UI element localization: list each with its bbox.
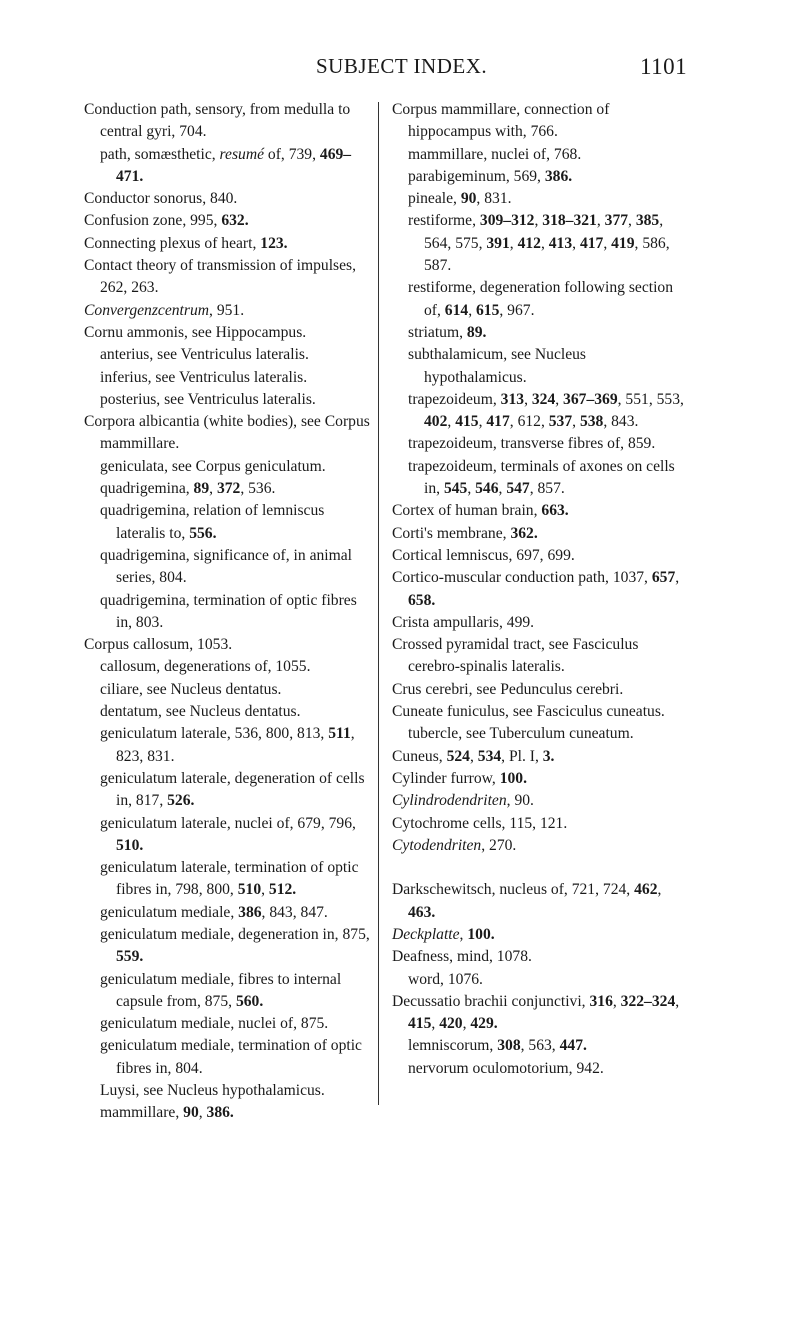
entry-text: geniculatum mediale, fibres to internal capsule from, 875, xyxy=(100,970,342,1010)
entry-text: 559. xyxy=(116,948,144,966)
entry-text: , xyxy=(467,480,476,498)
entry-text: subthalamicum, see Nucleus hypothalamicus. xyxy=(408,346,586,386)
entry-text: 537 xyxy=(548,413,573,431)
left-column xyxy=(84,99,376,1125)
entry-text: Cortico-muscular conduction path, 1037, xyxy=(392,569,652,587)
entry-text: 510. xyxy=(116,836,144,854)
entry-text: Cytodendriten xyxy=(392,836,482,854)
entry-text: , 551, 553, xyxy=(617,390,684,408)
entry-text: , xyxy=(572,234,580,252)
entry-text: 658. xyxy=(408,591,436,609)
entry-text: 511 xyxy=(328,725,351,743)
entry-text: Confusion zone, 995, xyxy=(84,212,222,230)
entry-text: , 823, 831. xyxy=(116,725,355,765)
entry-text: Decussatio brachii conjunctivi, xyxy=(392,992,590,1010)
index-entry xyxy=(84,255,376,300)
entry-text: 308 xyxy=(497,1037,521,1055)
index-entry xyxy=(84,210,376,232)
entry-text: 90 xyxy=(460,190,477,208)
entry-text: , xyxy=(534,212,543,230)
entry-text: geniculatum mediale, degeneration in, 875, xyxy=(100,925,370,943)
entry-text: 546 xyxy=(475,480,499,498)
entry-text: mammillare, xyxy=(100,1104,184,1122)
index-subentry xyxy=(392,344,688,389)
index-entry xyxy=(392,567,688,612)
entry-text: geniculatum mediale, termination of optic fibres in, 804. xyxy=(100,1037,362,1077)
entry-text: 362. xyxy=(510,524,538,542)
index-subentry xyxy=(84,545,376,590)
index-subentry xyxy=(84,656,376,678)
entry-text: 415 xyxy=(455,413,479,431)
index-subentry xyxy=(84,969,376,1014)
index-entry xyxy=(84,322,376,344)
entry-text: , 951. xyxy=(209,301,245,319)
entry-text: Crista ampullaris, 499. xyxy=(392,613,535,631)
entry-text: 657 xyxy=(651,569,676,587)
index-entry xyxy=(392,612,688,634)
entry-text: quadrigemina, relation of lemniscus lateralis to, xyxy=(100,502,325,542)
entry-text: 123. xyxy=(260,234,288,252)
entry-text: geniculatum laterale, termination of optic fibres in, 798, 800, xyxy=(100,859,359,899)
entry-text: path, somæsthetic, xyxy=(100,145,220,163)
entry-text: , 857. xyxy=(529,480,565,498)
entry-text: , xyxy=(596,212,605,230)
entry-text: , 90. xyxy=(506,792,534,810)
entry-text: 391 xyxy=(486,234,510,252)
entry-text: Cytochrome cells, 115, 121. xyxy=(392,814,568,832)
index-subentry xyxy=(84,701,376,723)
entry-text: , xyxy=(675,569,680,587)
index-subentry xyxy=(84,500,376,545)
index-subentry xyxy=(84,389,376,411)
letter-section-gap xyxy=(392,857,688,879)
entry-text: 386. xyxy=(544,167,573,185)
index-entry xyxy=(84,99,376,144)
page-number: 1101 xyxy=(640,54,688,79)
entry-text: mammillare, nuclei of, 768. xyxy=(408,145,582,163)
index-entry xyxy=(392,946,688,968)
entry-text: geniculata, see Corpus geniculatum. xyxy=(100,457,326,475)
entry-text: , 536. xyxy=(240,480,276,498)
index-subentry xyxy=(84,367,376,389)
entry-text: pineale, xyxy=(408,190,461,208)
entry-text: 316 xyxy=(589,992,613,1010)
entry-text: lemniscorum, xyxy=(408,1037,498,1055)
right-column xyxy=(392,99,688,1080)
entry-text: geniculatum laterale, 536, 800, 813, xyxy=(100,725,329,743)
entry-text: 367–369 xyxy=(563,390,618,408)
entry-text: , xyxy=(509,234,518,252)
index-subentry xyxy=(392,277,688,322)
entry-text: 318–321 xyxy=(542,212,597,230)
index-entry xyxy=(84,411,376,456)
entry-text: Corti's membrane, xyxy=(392,524,511,542)
entry-text: , 586, 587. xyxy=(424,234,670,275)
index-subentry xyxy=(84,590,376,635)
entry-text: Cylinder furrow, xyxy=(392,769,500,787)
index-entry xyxy=(392,679,688,701)
entry-text: Corpus callosum, 1053. xyxy=(84,636,233,654)
entry-text: , 612, xyxy=(509,413,549,431)
entry-text: 386 xyxy=(238,903,262,921)
index-entry xyxy=(392,500,688,522)
entry-text: , xyxy=(261,881,269,899)
index-subentry xyxy=(84,478,376,500)
entry-text: callosum, degenerations of, 1055. xyxy=(100,658,311,676)
index-subentry xyxy=(84,1013,376,1035)
entry-text: Cuneate funiculus, see Fasciculus cuneatus. xyxy=(392,703,665,721)
entry-text: 534 xyxy=(477,747,502,765)
entry-text: 462 xyxy=(634,881,658,899)
entry-text: Corpus mammillare, connection of hippocampus with, 766. xyxy=(392,101,610,141)
entry-text: Conductor sonorus, 840. xyxy=(84,190,238,208)
entry-text: , xyxy=(603,234,612,252)
entry-text: trapezoideum, xyxy=(408,390,501,408)
index-subentry xyxy=(84,144,376,189)
entry-text: Deckplatte xyxy=(392,925,460,943)
entry-text: anterius, see Ventriculus lateralis. xyxy=(100,346,309,364)
index-entry xyxy=(392,879,688,924)
entry-text: , xyxy=(209,480,217,498)
index-subentry xyxy=(84,902,376,924)
entry-text: nervorum oculomotorium, 942. xyxy=(408,1059,604,1077)
entry-text: , xyxy=(459,925,468,943)
entry-text: 417 xyxy=(579,234,604,252)
index-subentry xyxy=(392,389,688,434)
index-entry xyxy=(392,99,688,144)
entry-text: 512. xyxy=(268,881,297,899)
entry-text: ciliare, see Nucleus dentatus. xyxy=(100,680,282,698)
entry-text: , xyxy=(478,413,487,431)
index-subentry xyxy=(392,723,688,745)
entry-text: Contact theory of transmission of impulses, 262, 263. xyxy=(84,257,356,297)
entry-text: , Pl. I, xyxy=(501,747,543,765)
entry-text: striatum, xyxy=(408,323,467,341)
entry-text: 412 xyxy=(517,234,541,252)
index-subentry xyxy=(84,1035,376,1080)
entry-text: quadrigemina, xyxy=(100,480,194,498)
entry-text: , xyxy=(675,992,680,1010)
entry-text: 100. xyxy=(467,925,495,943)
entry-text: 377 xyxy=(604,212,629,230)
index-entry xyxy=(392,545,688,567)
entry-text: 545 xyxy=(443,480,468,498)
entry-text: geniculatum laterale, nuclei of, 679, 796, xyxy=(100,814,356,832)
index-entry xyxy=(84,634,376,656)
entry-text: 419 xyxy=(611,234,635,252)
entry-text: 463. xyxy=(408,903,436,921)
entry-text: 322–324 xyxy=(620,992,676,1010)
entry-text: restiforme, xyxy=(408,212,480,230)
index-subentry xyxy=(84,857,376,902)
entry-text: 90 xyxy=(183,1104,199,1122)
index-entry xyxy=(392,701,688,723)
index-subentry xyxy=(84,723,376,768)
entry-text: 372 xyxy=(216,480,241,498)
index-subentry xyxy=(392,210,688,277)
entry-text: 524 xyxy=(446,747,470,765)
entry-text: parabigeminum, 569, xyxy=(408,167,545,185)
index-entry xyxy=(392,790,688,812)
entry-text: Conduction path, sensory, from medulla to central gyri, 704. xyxy=(84,101,351,141)
entry-text: quadrigemina, significance of, in animal series, 804. xyxy=(100,546,353,587)
entry-text: trapezoideum, terminals of axones on cells in, xyxy=(408,457,675,498)
entry-text: 417 xyxy=(486,413,510,431)
entry-text: , 843. xyxy=(603,413,639,431)
entry-text: , 563, xyxy=(520,1037,560,1055)
index-entry xyxy=(392,991,688,1036)
entry-text: , 831. xyxy=(476,190,512,208)
entry-text: Cornu ammonis, see Hippocampus. xyxy=(84,323,307,341)
index-subentry xyxy=(84,813,376,858)
entry-text: Connecting plexus of heart, xyxy=(84,234,261,252)
index-subentry xyxy=(392,166,688,188)
entry-text: word, 1076. xyxy=(408,970,483,988)
running-title: SUBJECT INDEX. xyxy=(316,54,488,78)
entry-text: , xyxy=(198,1104,207,1122)
entry-text: , xyxy=(447,413,456,431)
entry-text: 402 xyxy=(424,413,448,431)
entry-text: Convergenzcentrum xyxy=(84,301,210,319)
entry-text: 89. xyxy=(466,323,487,341)
entry-text: Luysi, see Nucleus hypothalamicus. xyxy=(100,1082,325,1100)
entry-text: , 843, 847. xyxy=(261,903,328,921)
entry-text: Darkschewitsch, nucleus of, 721, 724, xyxy=(392,881,635,899)
entry-text: 538 xyxy=(579,413,604,431)
index-subentry xyxy=(392,969,688,991)
entry-text: restiforme, degeneration following section of, xyxy=(408,279,674,319)
entry-text: Corpora albicantia (white bodies), see Corpus mammillare. xyxy=(84,413,370,453)
entry-text: , xyxy=(572,413,580,431)
entry-text: 615 xyxy=(475,301,500,319)
entry-text: geniculatum mediale, xyxy=(100,903,239,921)
entry-text: 313 xyxy=(500,390,525,408)
entry-text: 100. xyxy=(499,769,527,787)
entry-text: 547 xyxy=(506,480,530,498)
entry-text: dentatum, see Nucleus dentatus. xyxy=(100,703,301,721)
entry-text: tubercle, see Tuberculum cuneatum. xyxy=(408,725,634,743)
entry-text: , xyxy=(628,212,636,230)
entry-text: 560. xyxy=(235,992,264,1010)
entry-text: , 270. xyxy=(481,836,517,854)
entry-text: 413 xyxy=(548,234,573,252)
index-subentry xyxy=(392,433,688,455)
index-subentry xyxy=(392,456,688,501)
entry-text: 3. xyxy=(542,747,555,765)
entry-text: Cylindrodendriten xyxy=(392,792,507,810)
index-subentry xyxy=(84,679,376,701)
index-subentry xyxy=(392,1035,688,1057)
entry-text: , xyxy=(462,1015,471,1033)
entry-text: , xyxy=(612,992,621,1010)
entry-text: 324 xyxy=(531,390,556,408)
entry-text: , 967. xyxy=(499,301,535,319)
entry-text: posterius, see Ventriculus lateralis. xyxy=(100,390,316,408)
index-subentry xyxy=(84,344,376,366)
index-entry xyxy=(392,924,688,946)
entry-text: geniculatum mediale, nuclei of, 875. xyxy=(100,1015,329,1033)
index-subentry xyxy=(84,456,376,478)
entry-text: 447. xyxy=(559,1037,587,1055)
entry-text: 309–312 xyxy=(479,212,535,230)
entry-text: , xyxy=(657,881,662,899)
entry-text: Crus cerebri, see Pedunculus cerebri. xyxy=(392,680,624,698)
index-entry xyxy=(392,768,688,790)
entry-text: 614 xyxy=(444,301,469,319)
entry-text: Cortex of human brain, xyxy=(392,502,542,520)
entry-text: , xyxy=(469,747,478,765)
entry-text: , xyxy=(498,480,507,498)
entry-text: 632. xyxy=(221,212,249,230)
entry-text: , xyxy=(555,390,564,408)
entry-text: 556. xyxy=(189,524,217,542)
index-subentry xyxy=(392,144,688,166)
index-entry xyxy=(84,188,376,210)
entry-text: 510 xyxy=(237,881,262,899)
entry-text: inferius, see Ventriculus lateralis. xyxy=(100,368,308,386)
index-entry xyxy=(84,233,376,255)
entry-text: , xyxy=(468,301,476,319)
entry-text: , 564, 575, xyxy=(424,212,664,252)
entry-text: , xyxy=(540,234,549,252)
entry-text: trapezoideum, transverse fibres of, 859. xyxy=(408,435,656,453)
entry-text: Cortical lemniscus, 697, 699. xyxy=(392,546,575,564)
index-entry xyxy=(392,523,688,545)
index-subentry xyxy=(392,322,688,344)
entry-text: Deafness, mind, 1078. xyxy=(392,948,532,966)
running-header xyxy=(0,48,801,88)
index-entry xyxy=(392,634,688,679)
entry-text: Crossed pyramidal tract, see Fasciculus cerebro-spinalis lateralis. xyxy=(392,636,639,676)
index-subentry xyxy=(84,1080,376,1102)
entry-text: Cuneus, xyxy=(392,747,447,765)
index-subentry xyxy=(84,924,376,969)
index-entry xyxy=(392,813,688,835)
entry-text: 89 xyxy=(193,480,210,498)
entry-text: 469–471. xyxy=(116,145,352,185)
entry-text: resumé xyxy=(219,145,265,163)
entry-text: 386. xyxy=(206,1104,234,1122)
index-subentry xyxy=(392,188,688,210)
index-subentry xyxy=(392,1058,688,1080)
index-entry xyxy=(392,746,688,768)
entry-text: , xyxy=(431,1015,440,1033)
entry-text: 526. xyxy=(167,792,195,810)
entry-text: geniculatum laterale, degeneration of cells in, 817, xyxy=(100,769,365,810)
entry-text: , xyxy=(524,390,532,408)
entry-text: 429. xyxy=(470,1015,498,1033)
entry-text: 420 xyxy=(439,1015,463,1033)
entry-text: 663. xyxy=(541,502,569,520)
entry-text: quadrigemina, termination of optic fibres in, 803. xyxy=(100,591,357,631)
entry-text: 415 xyxy=(408,1015,432,1033)
index-subentry xyxy=(84,768,376,813)
index-entry xyxy=(392,835,688,857)
index-entry xyxy=(84,300,376,322)
column-divider xyxy=(378,102,379,1105)
entry-text: 385 xyxy=(635,212,660,230)
entry-text: of, 739, xyxy=(264,145,320,163)
index-subentry xyxy=(84,1102,376,1124)
